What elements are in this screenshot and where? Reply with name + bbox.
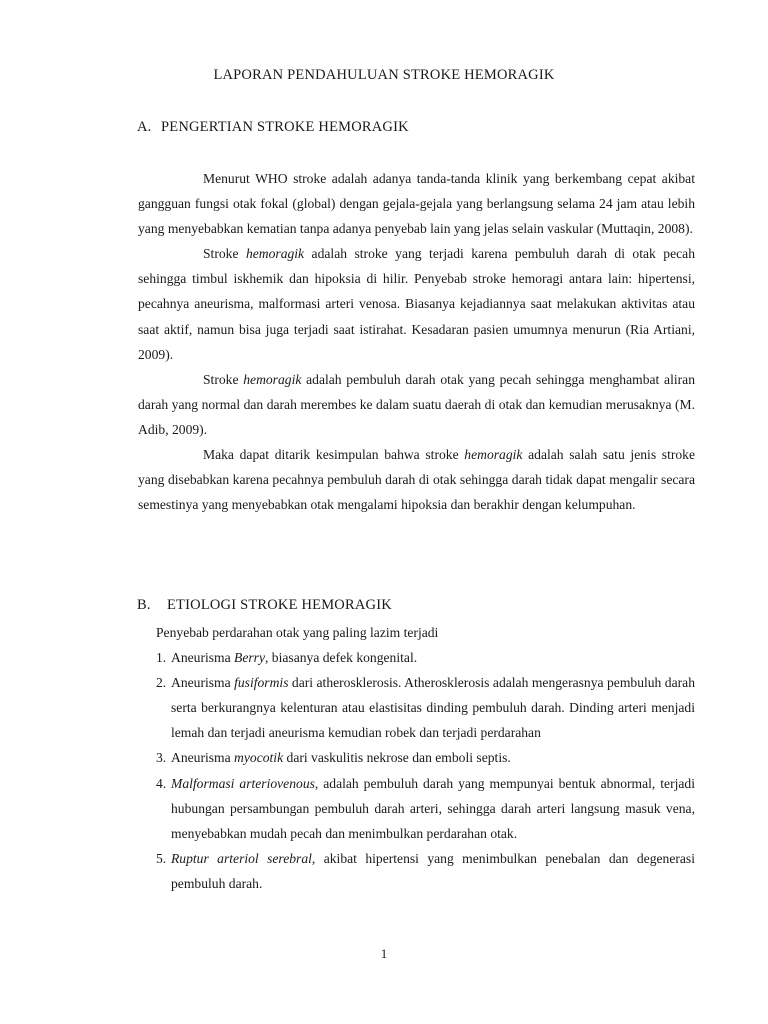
paragraph bbox=[138, 442, 695, 517]
italic-term: fusiformis bbox=[234, 675, 289, 691]
italic-term: myocotik bbox=[234, 750, 284, 766]
list-item-number: 2. bbox=[156, 675, 167, 691]
section-b-title: ETIOLOGI STROKE HEMORAGIK bbox=[167, 597, 392, 613]
list-item-number: 3. bbox=[156, 750, 167, 766]
paragraph bbox=[138, 166, 695, 241]
italic-term: Berry bbox=[234, 650, 265, 666]
text-run: , akibat hipertensi yang menimbulkan penebalan dan degenerasi pembuluh darah. bbox=[171, 850, 695, 891]
list-item-number: 1. bbox=[156, 650, 167, 666]
causes-list bbox=[138, 645, 695, 896]
italic-term: hemoragik bbox=[245, 246, 305, 262]
text-run: adalah stroke yang terjadi karena pembuluh darah di otak pecah sehingga timbul iskhemik dan hipoksia di hilir. Penyebab stroke hemoragi antara lain: hipertensi, pecahnya aneurisma, malformasi arteri venosa. Biasanya kejadiannya saat melakukan aktivitas atau saat aktif, namun bisa juga terjadi saat istirahat. Kesadaran pasien umumnya menurun (Ria Artiani, 2009). bbox=[138, 246, 695, 362]
section-a-body bbox=[138, 166, 695, 517]
italic-term: Malformasi arteriovenous bbox=[171, 775, 315, 791]
text-run: Aneurisma bbox=[171, 675, 235, 691]
text-run: Menurut WHO stroke adalah adanya tanda-tanda klinik yang berkembang cepat akibat gangguan fungsi otak fokal (global) dengan gejala-gejala yang berlangsung selama 24 jam atau lebih yang menyebabkan kematian tanpa adanya penyebab lain yang jelas selain vaskular (Muttaqin, 2008). bbox=[138, 171, 695, 237]
text-run: dari vaskulitis nekrose dan emboli septis. bbox=[283, 750, 511, 766]
list-item bbox=[138, 645, 695, 670]
section-a-letter: A. bbox=[137, 119, 152, 135]
text-run: Aneurisma bbox=[171, 650, 235, 666]
section-b-heading bbox=[137, 597, 392, 614]
list-item-number: 4. bbox=[156, 775, 167, 791]
paragraph bbox=[138, 367, 695, 442]
list-item bbox=[138, 771, 695, 846]
list-item bbox=[138, 670, 695, 745]
text-run: Stroke bbox=[203, 371, 244, 387]
text-run: adalah salah satu jenis stroke yang disebabkan karena pecahnya pembuluh darah di otak sehingga darah tidak dapat mengalir secara semestinya yang menyebabkan otak mengalami hipoksia dan berakhir dengan kelumpuhan. bbox=[138, 447, 696, 513]
italic-term: hemoragik bbox=[464, 447, 523, 463]
italic-term: hemoragik bbox=[243, 371, 302, 387]
list-item-number: 5. bbox=[156, 850, 167, 866]
text-run: Aneurisma bbox=[171, 750, 235, 766]
text-run: adalah pembuluh darah otak yang pecah sehingga menghambat aliran darah yang normal dan darah merembes ke dalam suatu daerah di otak dan kemudian merusaknya (M. Adib, 2009). bbox=[138, 371, 695, 437]
section-b-letter: B. bbox=[137, 597, 151, 613]
text-run: , biasanya defek kongenital. bbox=[265, 650, 418, 666]
text-run: dari atherosklerosis. Atherosklerosis adalah mengerasnya pembuluh darah serta berkurangnya kelenturan atau elastisitas dinding pembuluh darah. Dinding arteri menjadi lemah dan terjadi aneurisma kemudian robek dan terjadi perdarahan bbox=[171, 675, 695, 741]
paragraph bbox=[138, 241, 695, 366]
text-run: Maka dapat ditarik kesimpulan bahwa stroke bbox=[203, 447, 465, 463]
italic-term: Ruptur arteriol serebral bbox=[171, 850, 312, 866]
section-b-body bbox=[138, 620, 695, 896]
section-a-heading bbox=[137, 119, 409, 136]
list-item bbox=[138, 846, 695, 896]
page-number: 1 bbox=[380, 946, 388, 961]
section-b-intro: Penyebab perdarahan otak yang paling lazim terjadi bbox=[156, 625, 439, 640]
list-item bbox=[138, 745, 695, 770]
text-run: , adalah pembuluh darah yang mempunyai bentuk abnormal, terjadi hubungan persambungan pembuluh darah arteri, sehingga darah arteri langsung masuk vena, menyebabkan mudah pecah dan menimbulkan perdarahan otak. bbox=[171, 775, 695, 841]
page-title: LAPORAN PENDAHULUAN STROKE HEMORAGIK bbox=[213, 67, 555, 83]
section-a-title: PENGERTIAN STROKE HEMORAGIK bbox=[161, 119, 409, 135]
text-run: Stroke bbox=[203, 246, 246, 262]
